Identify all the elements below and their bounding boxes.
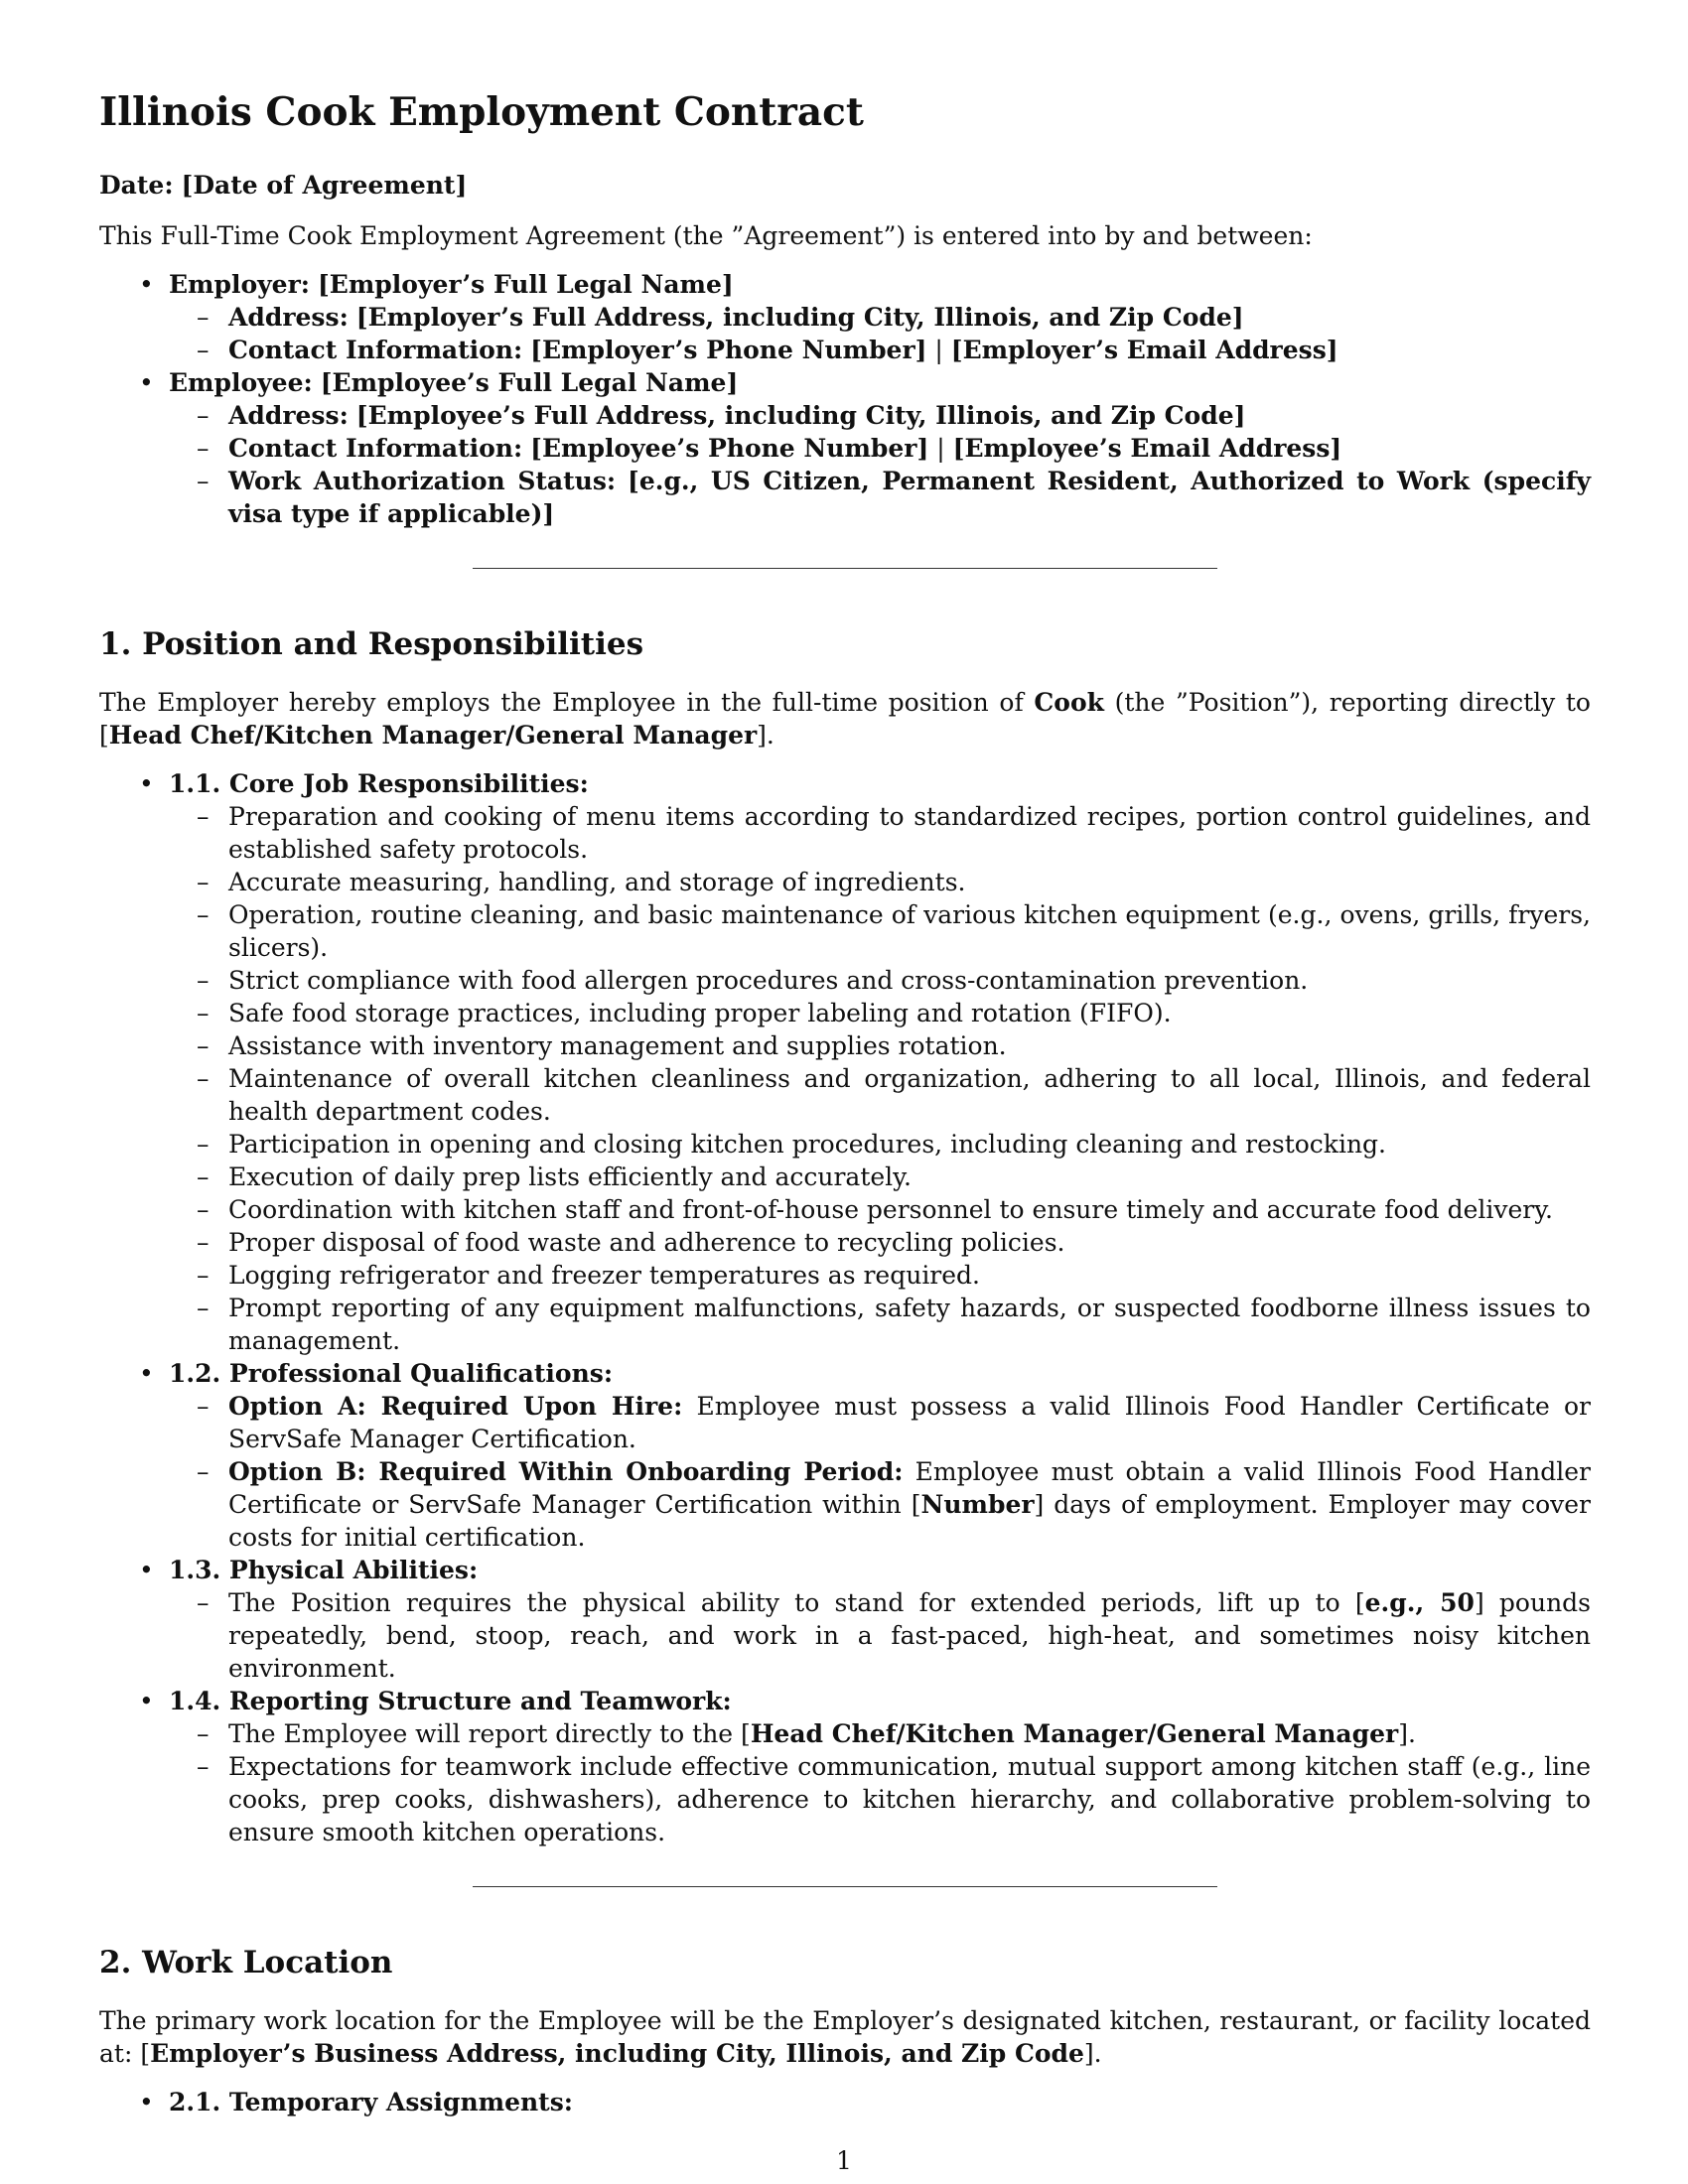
employee-contact: – Contact Information: [Employee’s Phone Number] | [Employee’s Email Address]	[228, 432, 1591, 465]
list-item: – Safe food storage practices, including proper labeling and rotation (FIFO).	[228, 997, 1591, 1029]
subsection-1-2: • 1.2. Professional Qualifications: – Option A: Required Upon Hire: Employee must possess a valid Illinois Food Handler Certificate or ServSafe Manager Certification. – Option B: Required Within Onboarding Period: Employee must obtain a valid Illinois Food Handler Certificate or ServSafe Manager Certification within [Number] days of employment. Employer may cover costs for initial certification.	[169, 1357, 1591, 1554]
work-authorization: – Work Authorization Status: [e.g., US Citizen, Permanent Resident, Authorized to Work (specify visa type if applicable)]	[228, 465, 1591, 530]
subsection-1-3: • 1.3. Physical Abilities: – The Position requires the physical ability to stand for extended periods, lift up to [e.g., 50] pounds repeatedly, bend, stoop, reach, and work in a fast-paced, high-heat, and sometimes noisy kitchen environment.	[169, 1554, 1591, 1685]
subsection-2-1: • 2.1. Temporary Assignments:	[169, 2086, 1591, 2118]
section-divider	[473, 1886, 1217, 1887]
list-item: – Strict compliance with food allergen procedures and cross-contamination prevention.	[228, 964, 1591, 997]
reporting-item: – The Employee will report directly to the [Head Chef/Kitchen Manager/General Manager].	[228, 1717, 1591, 1750]
section-1-heading: 1. Position and Responsibilities	[99, 626, 644, 662]
list-item: – Maintenance of overall kitchen cleanliness and organization, adhering to all local, Illinois, and federal health department codes.	[228, 1062, 1591, 1128]
section-2-heading: 2. Work Location	[99, 1945, 393, 1980]
employer-item: • Employer: [Employer’s Full Legal Name] – Address: [Employer’s Full Address, including City, Illinois, and Zip Code] – Contact Information: [Employer’s Phone Number] | [Employer’s Email Address]	[169, 268, 1591, 366]
list-item: – Participation in opening and closing kitchen procedures, including cleaning and restocking.	[228, 1128, 1591, 1160]
section-2-list	[99, 2086, 1591, 2118]
employee-address: – Address: [Employee’s Full Address, including City, Illinois, and Zip Code]	[228, 399, 1591, 432]
parties-list	[99, 268, 1591, 530]
page-number: 1	[836, 2146, 852, 2175]
subsection-1-1: • 1.1. Core Job Responsibilities: – Preparation and cooking of menu items according to standardized recipes, portion control guidelines, and established safety protocols. – Accurate measuring, handling, and storage of ingredients. – Operation, routine cleaning, and basic maintenance of various kitchen equipment (e.g., ovens, grills, fryers, slicers). – Strict compliance with food allergen procedures and cross-contamination prevention. – Safe food storage practices, including proper labeling and rotation (FIFO). – Assistance with inventory management and supplies rotation. – Maintenance of overall kitchen cleanliness and organization, adhering to all local, Illinois, and federal health department codes. – Participation in opening and closing kitchen procedures, including cleaning and restocking. – Execution of daily prep lists efficiently and accurately. – Coordination with kitchen staff and front-of-house personnel to ensure timely and accurate food delivery. – Proper disposal of food waste and adherence to recycling policies. – Logging refrigerator and freezer temperatures as required. – Prompt reporting of any equipment malfunctions, safety hazards, or suspected foodborne illness issues to management.	[169, 767, 1591, 1357]
employer-contact: – Contact Information: [Employer’s Phone Number] | [Employer’s Email Address]	[228, 334, 1591, 366]
document-title: Illinois Cook Employment Contract	[99, 89, 864, 135]
agreement-date: Date: [Date of Agreement]	[99, 171, 468, 200]
document-page	[99, 87, 1591, 2136]
list-item: – Execution of daily prep lists efficiently and accurately.	[228, 1160, 1591, 1193]
section-2-paragraph: The primary work location for the Employee will be the Employer’s designated kitchen, restaurant, or facility located at: [Employer’s Business Address, including City, Illinois, and Zip Code].	[99, 2006, 1591, 2068]
list-item: – Logging refrigerator and freezer temperatures as required.	[228, 1259, 1591, 1292]
list-item: – Prompt reporting of any equipment malfunctions, safety hazards, or suspected foodborne illness issues to management.	[228, 1292, 1591, 1357]
list-item: – Preparation and cooking of menu items according to standardized recipes, portion control guidelines, and established safety protocols.	[228, 800, 1591, 866]
list-item: – Accurate measuring, handling, and storage of ingredients.	[228, 866, 1591, 898]
teamwork-item: – Expectations for teamwork include effective communication, mutual support among kitchen staff (e.g., line cooks, prep cooks, dishwashers), adherence to kitchen hierarchy, and collaborative problem-solving to ensure smooth kitchen operations.	[228, 1750, 1591, 1848]
option-a: – Option A: Required Upon Hire: Employee must possess a valid Illinois Food Handler Certificate or ServSafe Manager Certification.	[228, 1390, 1591, 1455]
employer-address: – Address: [Employer’s Full Address, including City, Illinois, and Zip Code]	[228, 301, 1591, 334]
section-divider	[473, 568, 1217, 569]
list-item: – Coordination with kitchen staff and front-of-house personnel to ensure timely and accurate food delivery.	[228, 1193, 1591, 1226]
intro-paragraph: This Full-Time Cook Employment Agreement (the ”Agreement”) is entered into by and between:	[99, 221, 1313, 250]
employee-item: • Employee: [Employee’s Full Legal Name] – Address: [Employee’s Full Address, including City, Illinois, and Zip Code] – Contact Information: [Employee’s Phone Number] | [Employee’s Email Address] – Work Authorization Status: [e.g., US Citizen, Permanent Resident, Authorized to Work (specify visa type if applicable)]	[169, 366, 1591, 530]
list-item: – Operation, routine cleaning, and basic maintenance of various kitchen equipment (e.g., ovens, grills, fryers, slicers).	[228, 898, 1591, 964]
list-item: – Proper disposal of food waste and adherence to recycling policies.	[228, 1226, 1591, 1259]
subsection-1-4: • 1.4. Reporting Structure and Teamwork: – The Employee will report directly to the [Head Chef/Kitchen Manager/General Manager]. – Expectations for teamwork include effective communication, mutual support among kitchen staff (e.g., line cooks, prep cooks, dishwashers), adherence to kitchen hierarchy, and collaborative problem-solving to ensure smooth kitchen operations.	[169, 1685, 1591, 1848]
section-1-list	[99, 767, 1591, 1848]
physical-abilities-item: – The Position requires the physical ability to stand for extended periods, lift up to [e.g., 50] pounds repeatedly, bend, stoop, reach, and work in a fast-paced, high-heat, and sometimes noisy kitchen environment.	[228, 1586, 1591, 1685]
section-1-paragraph: The Employer hereby employs the Employee in the full-time position of Cook (the ”Position”), reporting directly to [Head Chef/Kitchen Manager/General Manager].	[99, 688, 1591, 750]
list-item: – Assistance with inventory management and supplies rotation.	[228, 1029, 1591, 1062]
option-b: – Option B: Required Within Onboarding Period: Employee must obtain a valid Illinois Food Handler Certificate or ServSafe Manager Certification within [Number] days of employment. Employer may cover costs for initial certification.	[228, 1455, 1591, 1554]
